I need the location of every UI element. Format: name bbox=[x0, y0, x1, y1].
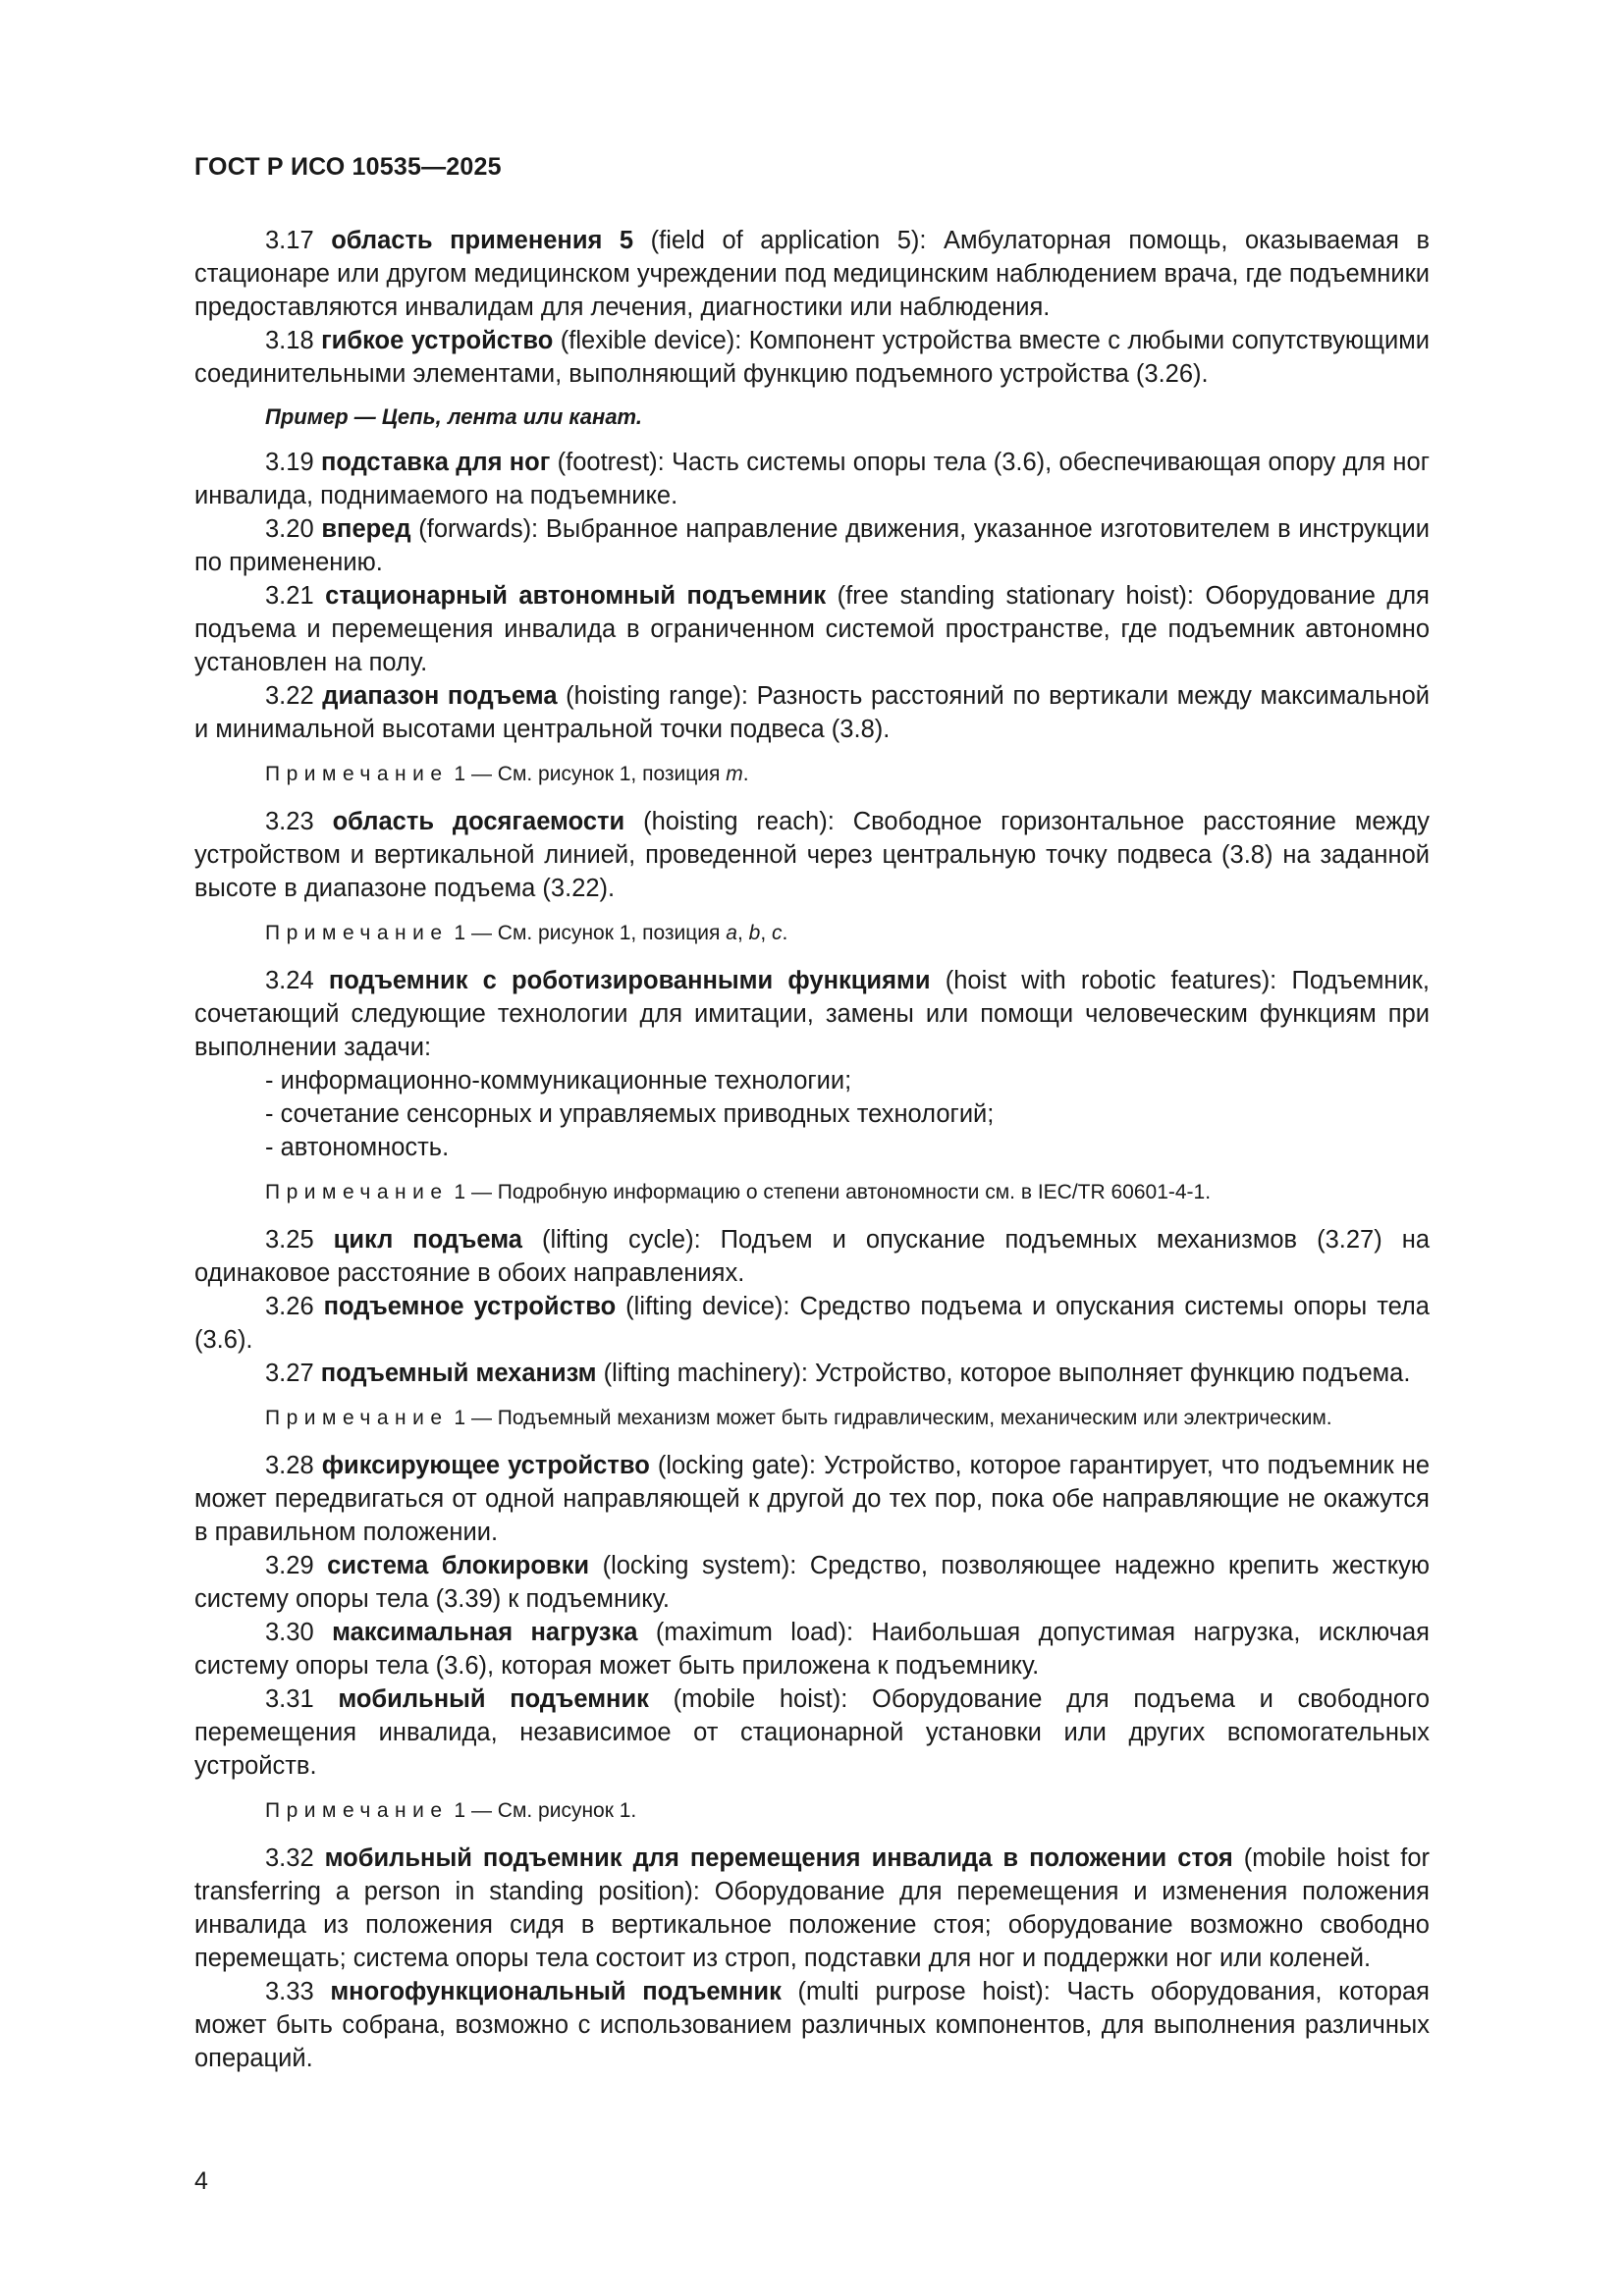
term-title: максимальная нагрузка bbox=[332, 1619, 638, 1646]
term-title: гибкое устройство bbox=[321, 327, 554, 354]
term-title: стационарный автономный подъемник bbox=[325, 582, 827, 610]
term-title: вперед bbox=[321, 515, 411, 543]
term-title: фиксирующее устройство bbox=[321, 1452, 650, 1479]
term-3-29: 3.29 система блокировки (locking system): Средство, позволяющее надежно крепить жесткую систему опоры тела (3.39) к подъемнику. bbox=[194, 1552, 1431, 1613]
term-title: подъемное устройство bbox=[323, 1293, 617, 1320]
term-3-25: 3.25 цикл подъема (lifting cycle): Подъем и опускание подъемных механизмов (3.27) на одинаковое расстояние в обоих направлениях. bbox=[194, 1226, 1430, 1287]
term-3-27: 3.27 подъемный механизм (lifting machinery): Устройство, которое выполняет функцию подъема. bbox=[265, 1360, 1411, 1387]
example-3-18: Пример — Цепь, лента или канат. bbox=[265, 404, 642, 429]
list-item: - автономность. bbox=[265, 1134, 450, 1161]
term-3-33: 3.33 многофункциональный подъемник (multi purpose hoist): Часть оборудования, которая может быть собрана, возможно с использованием различных компонентов, для выполнения различных операций. bbox=[194, 1978, 1430, 2072]
note-3-22: Примечание 1 — См. рисунок 1, позиция m. bbox=[265, 763, 749, 785]
term-title: область применения 5 bbox=[331, 227, 634, 254]
term-3-20: 3.20 вперед (forwards): Выбранное направление движения, указанное изготовителем в инструкции по применению. bbox=[194, 515, 1430, 576]
term-title: мобильный подъемник для перемещения инвалида в положении стоя bbox=[324, 1844, 1233, 1872]
term-title: цикл подъема bbox=[333, 1226, 522, 1254]
note-3-23: Примечание 1 — См. рисунок 1, позиция a, b, c. bbox=[265, 922, 788, 944]
term-title: диапазон подъема bbox=[322, 682, 558, 710]
note-3-31: Примечание 1 — См. рисунок 1. bbox=[265, 1799, 637, 1822]
term-3-31: 3.31 мобильный подъемник (mobile hoist): Оборудование для подъема и свободного перемещения инвалида, независимое от стационарной установки или других вспомогательных устройств. bbox=[194, 1685, 1431, 1780]
term-3-28: 3.28 фиксирующее устройство (locking gate): Устройство, которое гарантирует, что подъемник не может передвигаться от одной направляющей к другой до тех пор, пока обе направляющие не окажутся в правильном положении. bbox=[194, 1452, 1431, 1546]
term-title: система блокировки bbox=[327, 1552, 590, 1579]
list-item: - сочетание сенсорных и управляемых приводных технологий; bbox=[265, 1100, 995, 1128]
document-header: ГОСТ Р ИСО 10535—2025 bbox=[194, 153, 502, 181]
term-3-23: 3.23 область досягаемости (hoisting reach): Свободное горизонтальное расстояние между устройством и вертикальной линией, проведенной через центральную точку подвеса (3.8) на заданной высоте в диапазоне подъема (3.22). bbox=[194, 808, 1431, 902]
term-3-18: 3.18 гибкое устройство (flexible device): Компонент устройства вместе с любыми сопутствующими соединительными элементами, выполняющий функцию подъемного устройства (3.26). bbox=[194, 327, 1430, 388]
term-title: область досягаемости bbox=[332, 808, 625, 835]
term-title: подъемник с роботизированными функциями bbox=[328, 967, 931, 994]
term-3-26: 3.26 подъемное устройство (lifting device): Средство подъема и опускания системы опоры тела (3.6). bbox=[194, 1293, 1430, 1354]
note-3-27: Примечание 1 — Подъемный механизм может быть гидравлическим, механическим или электрическим. bbox=[265, 1407, 1332, 1429]
term-title: подставка для ног bbox=[320, 449, 551, 476]
term-3-19: 3.19 подставка для ног (footrest): Часть системы опоры тела (3.6), обеспечивающая опору для ног инвалида, поднимаемого на подъемнике. bbox=[194, 449, 1430, 509]
term-3-22: 3.22 диапазон подъема (hoisting range): Разность расстояний по вертикали между максимальной и минимальной высотами центральной точки подвеса (3.8). bbox=[194, 682, 1430, 743]
term-title: мобильный подъемник bbox=[338, 1685, 649, 1713]
term-3-32: 3.32 мобильный подъемник для перемещения инвалида в положении стоя (mobile hoist for transferring a person in standing position): Оборудование для перемещения и изменения положения инвалида из положения сидя в вертикальное положение стоя; оборудование возможно свободно перемещать; система опоры тела состоит из строп, подставки для ног и поддержки ног или коленей. bbox=[194, 1844, 1430, 1972]
term-3-17: 3.17 область применения 5 (field of application 5): Амбулаторная помощь, оказываемая в стационаре или другом медицинском учреждении под медицинским наблюдением врача, где подъемники предоставляются инвалидам для лечения, диагностики или наблюдения. bbox=[194, 227, 1431, 321]
page-number: 4 bbox=[194, 2167, 208, 2195]
document-body bbox=[194, 224, 1430, 2075]
term-3-24: 3.24 подъемник с роботизированными функциями (hoist with robotic features): Подъемник, сочетающий следующие технологии для имитации, замены или помощи человеческим функциям при выполнении задачи: bbox=[194, 967, 1430, 1061]
term-3-30: 3.30 максимальная нагрузка (maximum load): Наибольшая допустимая нагрузка, исключая систему опоры тела (3.6), которая может быть приложена к подъемнику. bbox=[194, 1619, 1430, 1680]
term-title: подъемный механизм bbox=[320, 1360, 597, 1387]
note-3-24: Примечание 1 — Подробную информацию о степени автономности см. в IEC/TR 60601-4-1. bbox=[265, 1181, 1212, 1203]
list-item: - информационно-коммуникационные технологии; bbox=[265, 1067, 852, 1095]
term-3-21: 3.21 стационарный автономный подъемник (free standing stationary hoist): Оборудование для подъема и перемещения инвалида в ограниченном системой пространстве, где подъемник автономно установлен на полу. bbox=[194, 582, 1430, 676]
term-title: многофункциональный подъемник bbox=[330, 1978, 782, 2005]
